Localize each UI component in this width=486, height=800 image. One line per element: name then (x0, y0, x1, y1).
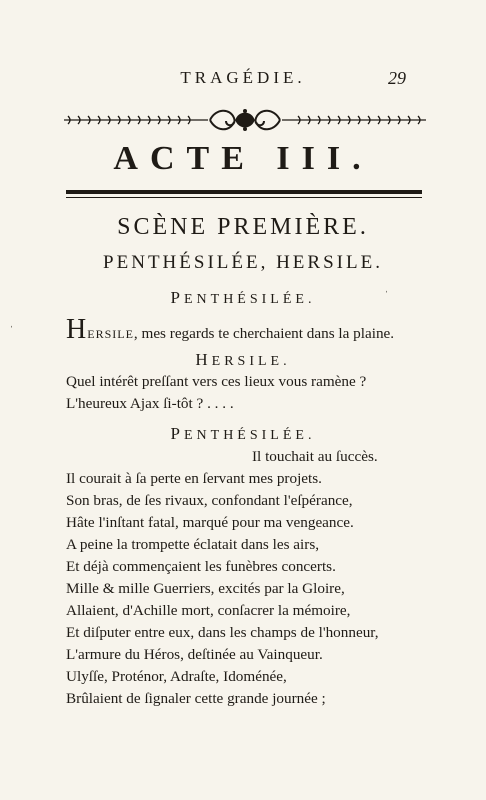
divider-rule-thick (66, 190, 422, 194)
drop-initial: H (66, 314, 88, 345)
verse-line: Brûlaient de ſignaler cette grande journée ; (66, 690, 326, 707)
speaker-rest: ENTHÉSILÉE. (183, 292, 316, 307)
page-number: 29 (388, 68, 406, 88)
divider-rule-thin (66, 197, 422, 198)
ornament-band (60, 107, 430, 133)
stray-mark: ˈ (10, 325, 14, 336)
act-title: ACTE III. (113, 140, 373, 177)
speaker-initial: P (170, 424, 184, 443)
verse-line: Ulyſſe, Proténor, Adraſte, Idoménée, (66, 668, 287, 685)
stray-mark: ˈ (385, 290, 389, 301)
verse-line: Et diſputer entre eux, dans les champs de l'honneur, (66, 624, 379, 641)
running-head: TRAGÉDIE. (180, 68, 306, 87)
speaker-initial: H (195, 350, 212, 369)
verse-line: L'armure du Héros, deſtinée au Vainqueur. (66, 646, 323, 663)
addressee-name: ERSILE (87, 327, 134, 341)
verse-line: Hâte l'inſtant fatal, marqué pour ma vengeance. (66, 514, 354, 531)
speaker-rest: ENTHÉSILÉE. (183, 428, 316, 443)
verse-line: Et déjà commençaient les funèbres concerts. (66, 558, 336, 575)
verse-line: A peine la trompette éclatait dans les airs, (66, 536, 320, 553)
speaker-name (0, 350, 486, 370)
verse-line: Mille & mille Guerriers, excités par la Gloire, (66, 580, 345, 597)
verse-line: L'heureux Ajax ſi-tôt ? . . . . (66, 395, 234, 412)
speaker-rest: ERSILE. (211, 354, 291, 369)
scene-title: SCÈNE PREMIÈRE. (117, 214, 369, 240)
speaker-name (0, 424, 486, 444)
characters-list: PENTHÉSILÉE, HERSILE. (103, 252, 383, 273)
speaker-name (0, 288, 486, 308)
verse-line: Son bras, de ſes rivaux, confondant l'eſpérance, (66, 492, 353, 509)
verse-line: Allaient, d'Achille mort, conſacrer la mémoire, (66, 602, 351, 619)
verse-line: Il touchait au ſuccès. (252, 448, 378, 465)
verse-line (66, 314, 394, 346)
speaker-initial: P (170, 288, 184, 307)
verse-line: Quel intérêt preſſant vers ces lieux vous ramène ? (66, 373, 367, 390)
verse-text: , mes regards te cherchaient dans la plaine. (133, 325, 395, 342)
verse-line: Il courait à ſa perte en ſervant mes projets. (66, 470, 322, 487)
